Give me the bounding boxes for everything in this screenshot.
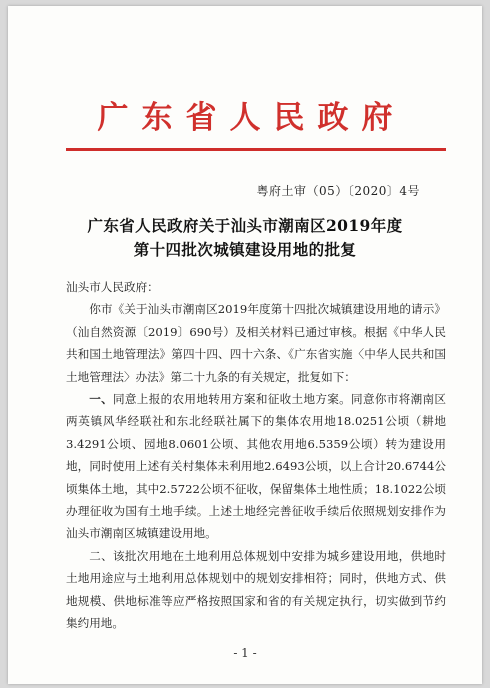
salutation: 汕头市人民政府： — [66, 280, 159, 294]
paragraph-1-text: 你市《关于汕头市潮南区2019年度第十四批次城镇建设用地的请示》（汕自然资源〔2019〕690号）及相关材料已通过审核。根据《中华人民共和国土地管理法》第四十四、四十六条、《广东省实施〈中华人民共和国土地管理法〉办法》第二十九条的有关规定，批复如下： — [66, 302, 446, 384]
document-title-line-1: 广东省人民政府关于汕头市潮南区2019年度 — [87, 216, 403, 235]
page-number: - 1 - — [233, 646, 257, 660]
paragraph-2 — [66, 388, 446, 545]
paragraph-2-lead: 一、 — [89, 392, 113, 407]
red-divider-line — [66, 148, 446, 151]
document-number: 粤府土审（05）〔2020〕4号 — [256, 184, 420, 198]
issuer-header: 广东省人民政府 — [97, 100, 406, 136]
paragraph-1 — [66, 298, 446, 388]
paragraph-3 — [66, 545, 446, 635]
document-title-line-2: 第十四批次城镇建设用地的批复 — [133, 240, 357, 259]
document-page — [8, 6, 482, 684]
paragraph-2-text: 同意上报的农用地转用方案和征收土地方案。同意你市将潮南区两英镇风华经联社和东北经联社属下的集体农用地18.0251公顷（耕地3.4291公顷、园地8.0601公顷、其他农用地6.5359公顷）转为建设用地，同时使用上述有关村集体未利用地2.6493公顷，以上合计20.6744公顷集体土地，其中2.5722公顷不征收，保留集体土地性质；18.1022公顷办理征收为国有土地手续。上述土地经完善征收手续后依照规划安排作为汕头市潮南区城镇建设用地。 — [66, 392, 446, 541]
document-body — [66, 276, 446, 635]
paragraph-3-text: 二、该批次用地在土地利用总体规划中安排为城乡建设用地，供地时土地用途应与土地利用总体规划中的规划安排相符；同时，供地方式、供地规模、供地标准等应严格按照国家和省的有关规定执行，切实做到节约集约用地。 — [66, 548, 446, 631]
